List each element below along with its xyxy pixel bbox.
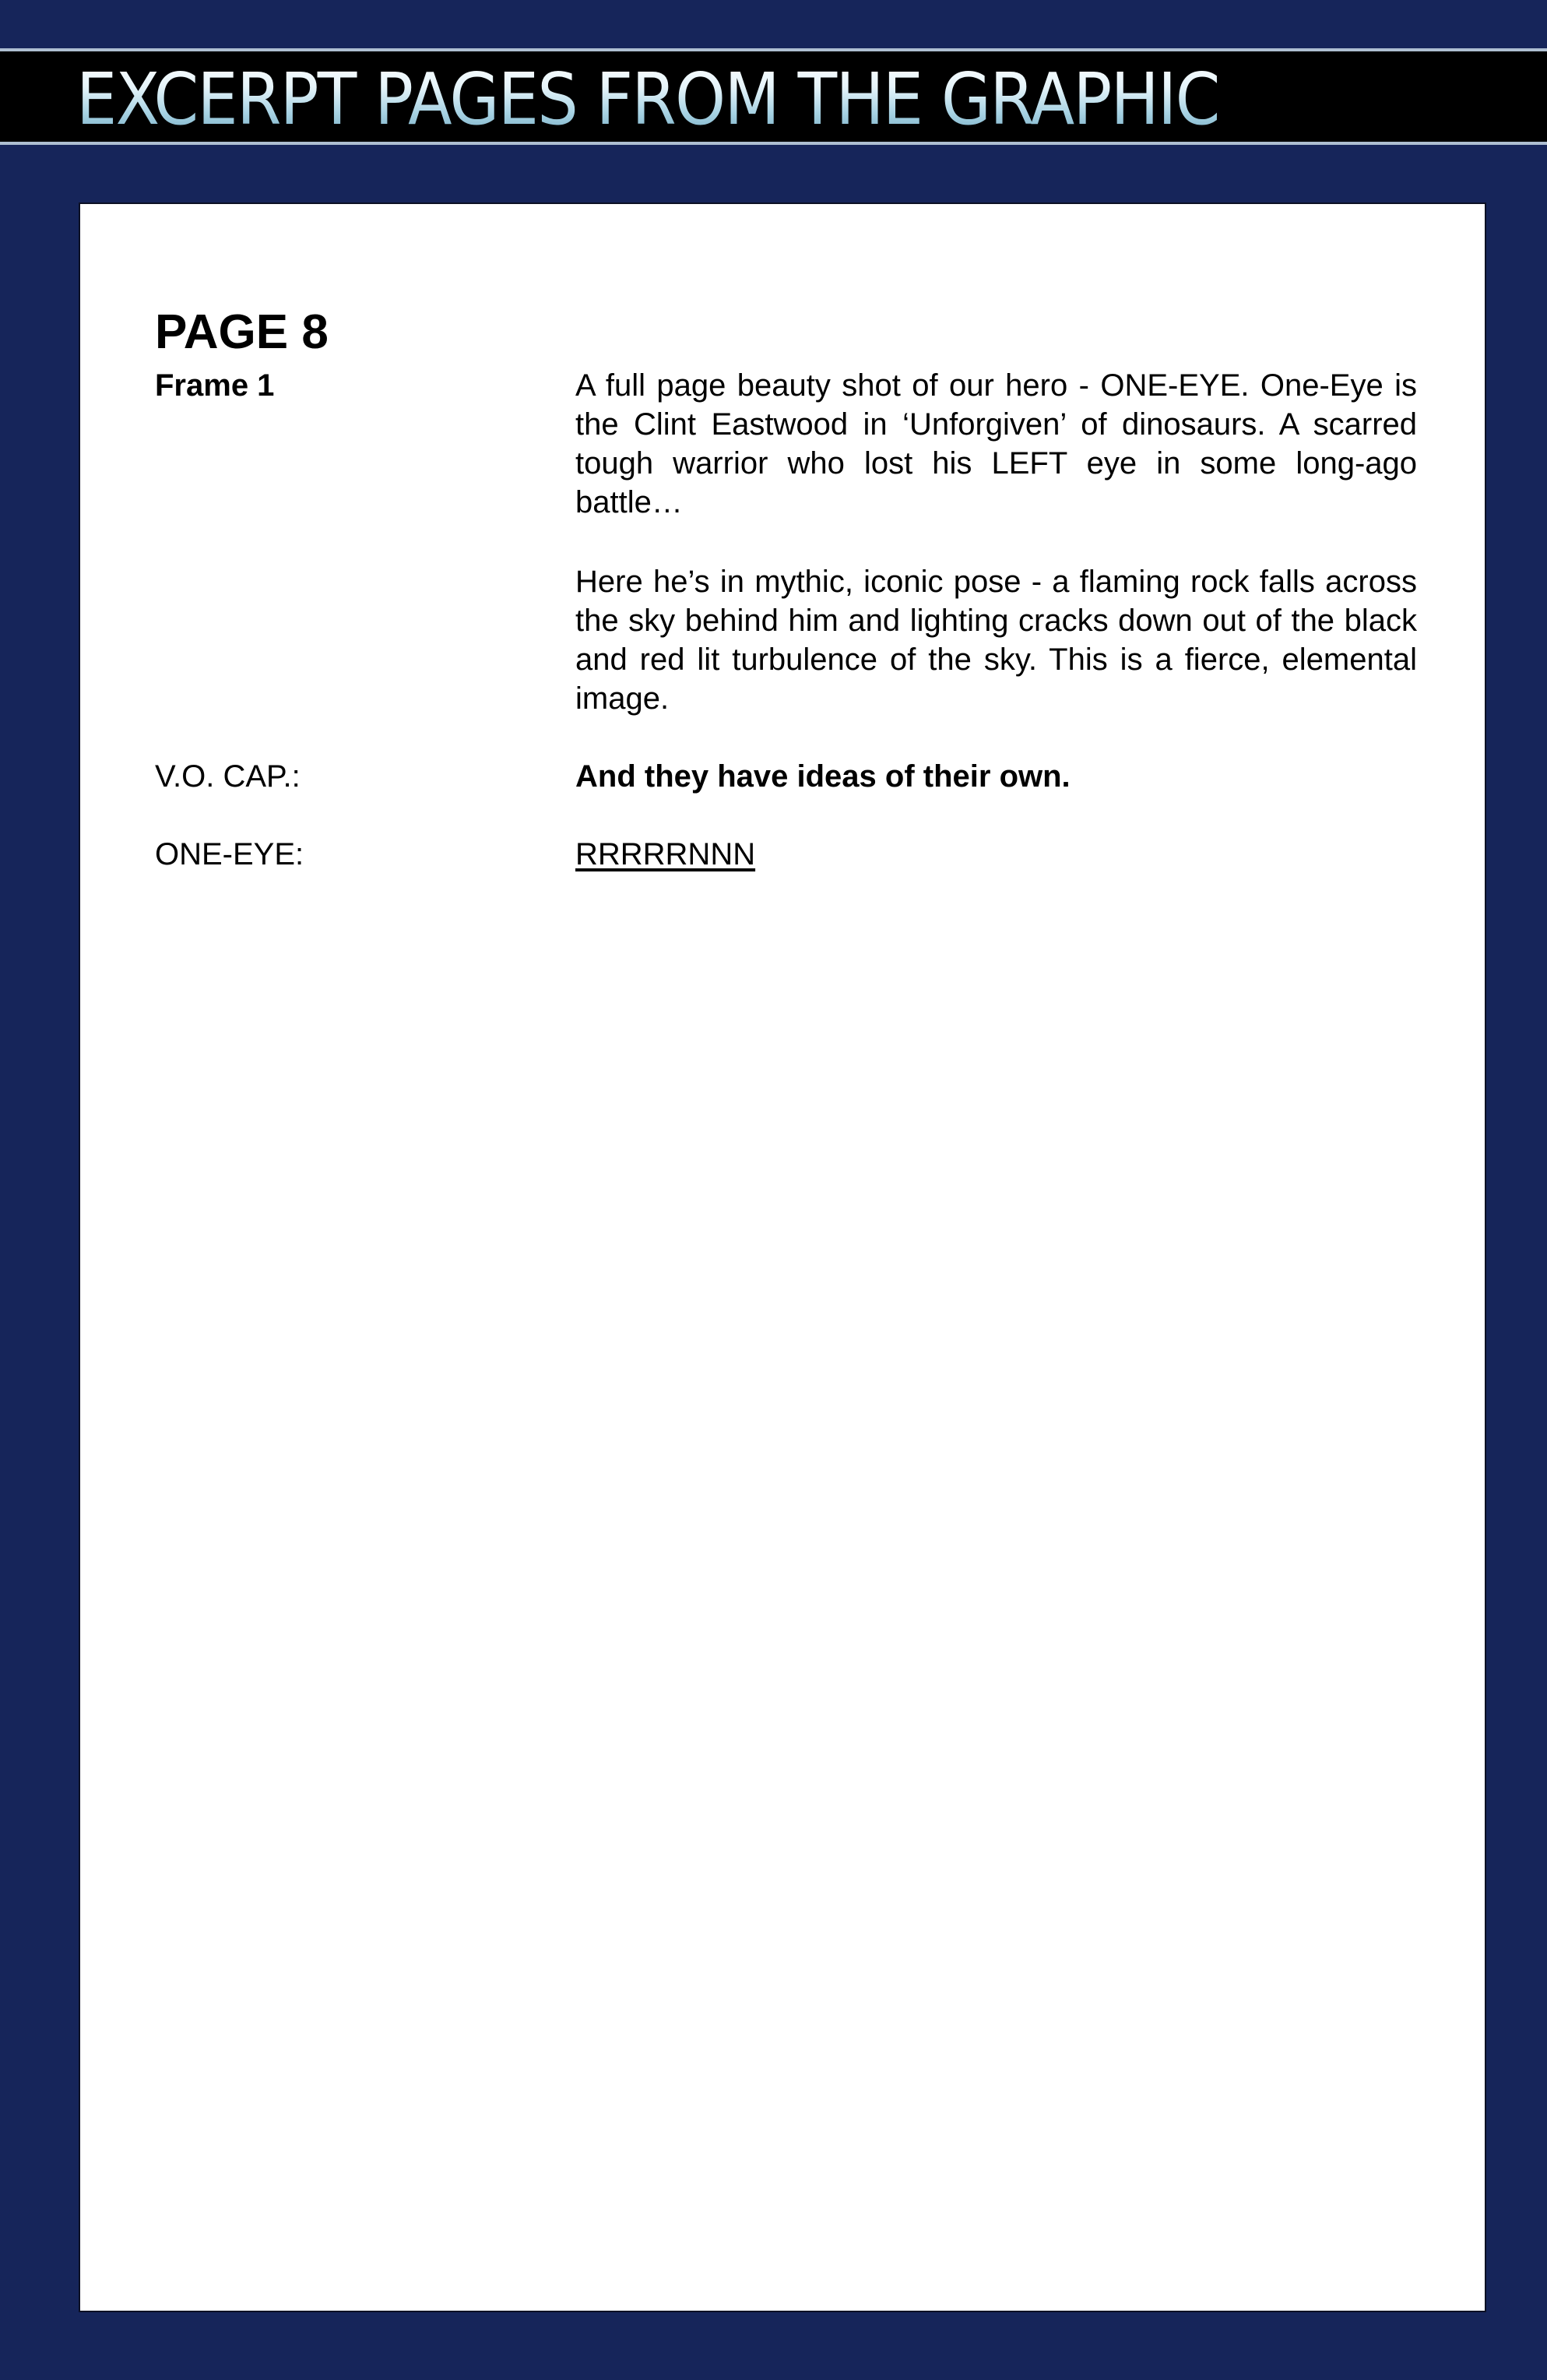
frame-description: A full page beauty shot of our hero - ONE-EYE. One-Eye is the Clint Eastwood in ‘Unforgiven’ of dinosaurs. A scarred tough warrior who lost his LEFT eye in some long-ago battle…	[575, 368, 1417, 519]
dialogue-speaker: ONE-EYE:	[155, 837, 304, 871]
frame-description-continued: Here he’s in mythic, iconic pose - a flaming rock falls across the sky behind him and lighting cracks down out of the black and red lit turbulence of the sky. This is a fierce, elemental image.	[575, 565, 1417, 716]
dialogue-line: And they have ideas of their own.	[575, 759, 1071, 794]
page-title: PAGE 8	[155, 305, 329, 359]
frame-label: Frame 1	[155, 368, 275, 403]
script-page	[79, 202, 1486, 2312]
header-banner	[0, 48, 1547, 145]
banner-title: EXCERPT PAGES FROM THE GRAPHIC	[76, 56, 1219, 143]
dialogue-speaker: V.O. CAP.:	[155, 759, 301, 794]
dialogue-line: RRRRRNNN	[575, 837, 756, 871]
